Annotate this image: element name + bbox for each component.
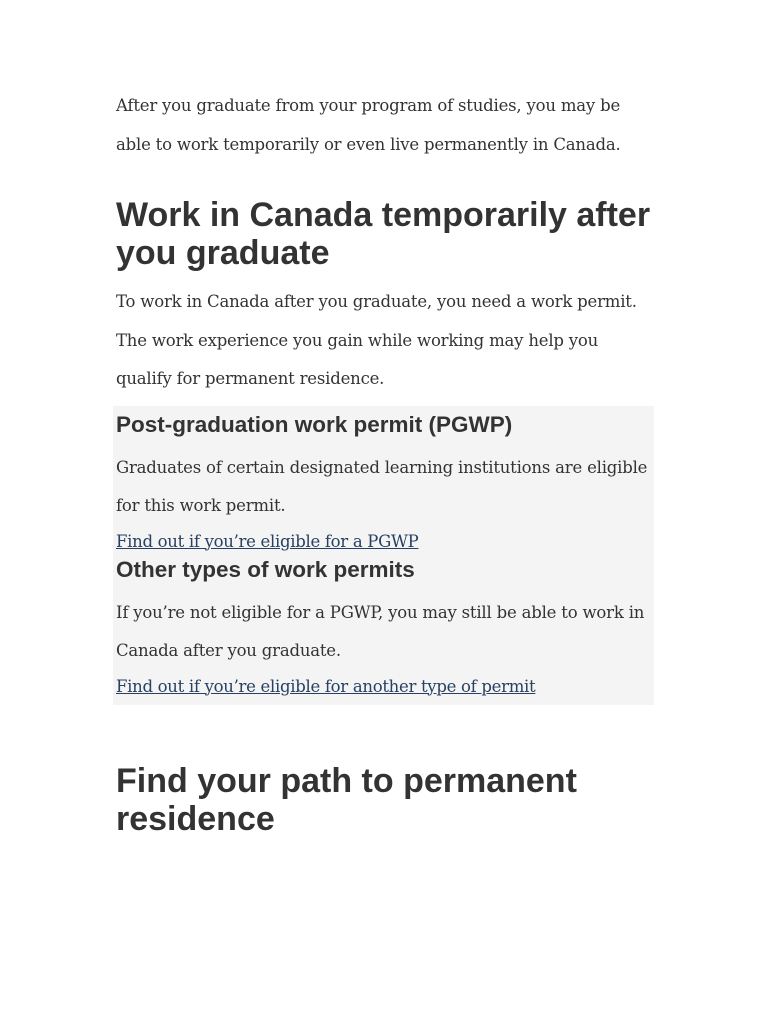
other-permits-paragraph: If you’re not eligible for a PGWP, you may still be able to work in Canada after you graduate. [116,602,645,660]
intro-paragraph: After you graduate from your program of studies, you may be able to work temporarily or even live permanently in Canada. [116,96,621,154]
pgwp-heading: Post-graduation work permit (PGWP) [116,411,513,437]
permanent-residence-heading: Find your path to permanent residence [116,761,577,838]
work-permit-paragraph: To work in Canada after you graduate, you need a work permit. The work experience you gain while working may help you qualify for permanent residence. [116,292,637,388]
pgwp-paragraph: Graduates of certain designated learning institutions are eligible for this work permit. [116,457,648,515]
pgwp-eligibility-link[interactable]: Find out if you’re eligible for a PGWP [116,531,419,551]
other-permits-heading: Other types of work permits [116,556,415,582]
main-content [116,87,656,838]
work-temporarily-heading: Work in Canada temporarily after you graduate [116,196,651,272]
other-permit-eligibility-link[interactable]: Find out if you’re eligible for another type of permit [116,676,536,696]
work-permit-options-panel [113,406,654,705]
